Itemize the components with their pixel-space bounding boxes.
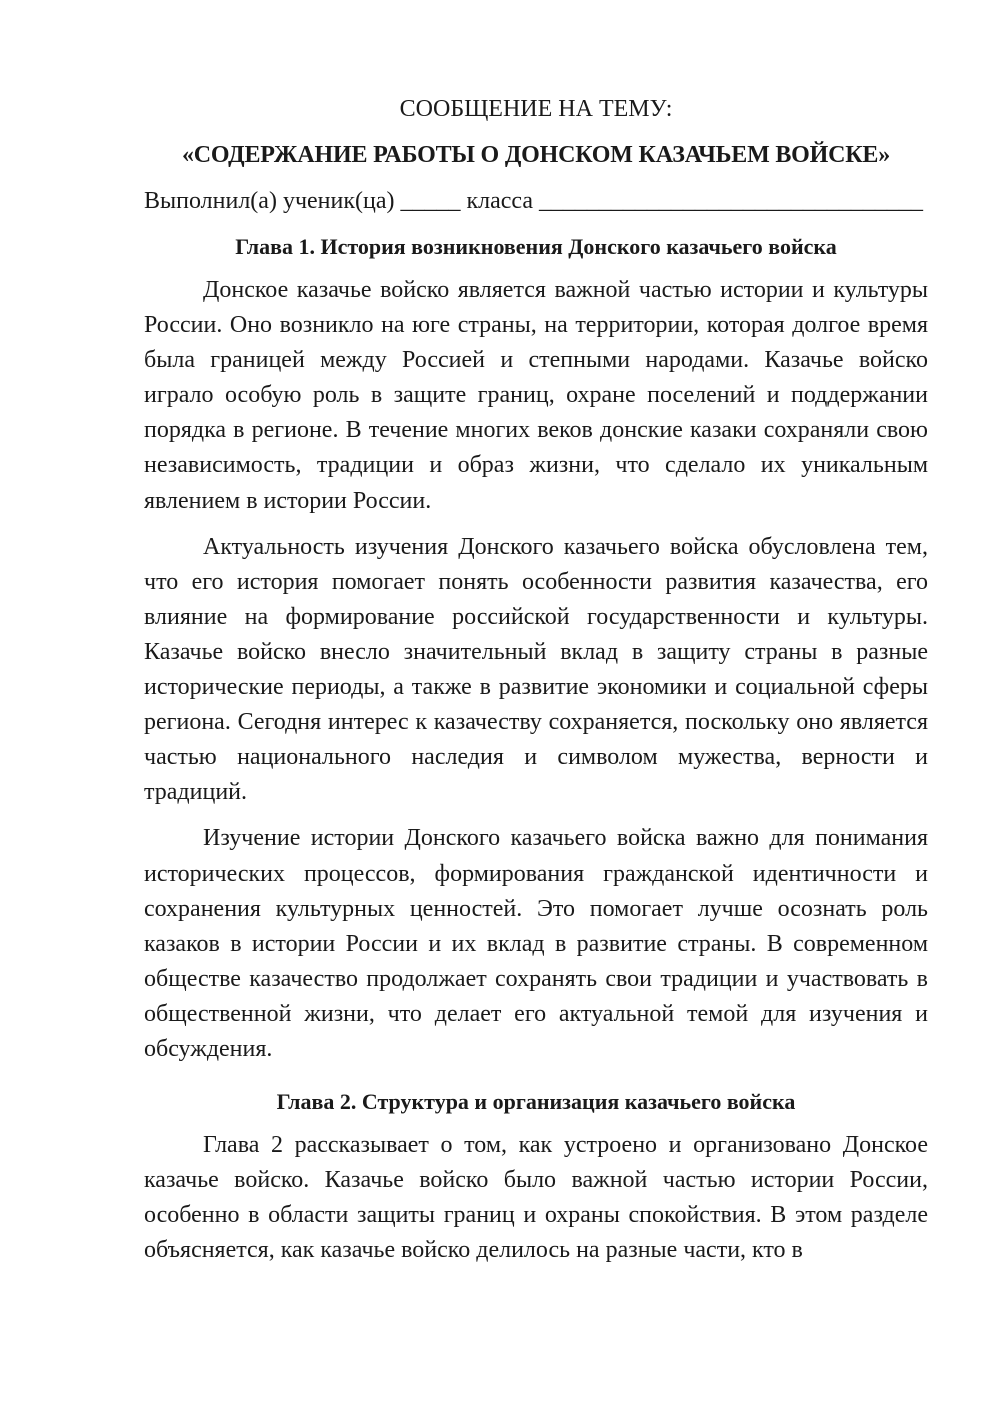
document-label: СООБЩЕНИЕ НА ТЕМУ: [399, 96, 673, 122]
chapter-1-paragraph-1: Донское казачье войско является важной частью истории и культуры России. Оно возникло на юге страны, на территории, которая долгое время была границей между Россией и степными народами. Казачье войско играло особую роль в защите границ, охране поселений и поддержании порядка в регионе. В течение многих веков донские казаки сохраняли свою независимость, традиции и образ жизни, что сделало их уникальным явлением в истории России. [144, 277, 928, 514]
document-title: «СОДЕРЖАНИЕ РАБОТЫ О ДОНСКОМ КАЗАЧЬЕМ ВОЙСКЕ» [181, 142, 891, 168]
chapter-2-title: Глава 2. Структура и организация казачьего войска [276, 1089, 796, 1115]
document-page [144, 0, 928, 1268]
chapter-1-title: Глава 1. История возникновения Донского казачьего войска [235, 234, 837, 259]
chapter-1-paragraph-2: Актуальность изучения Донского казачьего войска обусловлена тем, что его история помогает понять особенности развития казачества, его влияние на формирование российской государственности и культуры. Казачье войско внесло значительный вклад в защиту страны в разные исторические периоды, а также в развитие экономики и социальной сферы региона. Сегодня интерес к казачеству сохраняется, поскольку оно является частью национального наследия и символом мужества, верности и традиций. [144, 533, 928, 806]
chapter-2-paragraph-1: Глава 2 рассказывает о том, как устроено и организовано Донское казачье войско. Казачье войско было важной частью истории России, особенно в области защиты границ и охраны спокойствия. В этом разделе объясняется, как казачье войско делилось на разные части, кто в [144, 1132, 928, 1264]
chapter-1-paragraph-3: Изучение истории Донского казачьего войска важно для понимания исторических процессов, формирования гражданской идентичности и сохранения культурных ценностей. Это помогает лучше осознать роль казаков в истории России и их вклад в развитие страны. В современном обществе казачество продолжает сохранять свои традиции и участвовать в общественной жизни, что делает его актуальной темой для изучения и обсуждения. [144, 825, 928, 1062]
author-line: Выполнил(а) ученик(ца) _____ класса ________________________________ [144, 188, 924, 214]
